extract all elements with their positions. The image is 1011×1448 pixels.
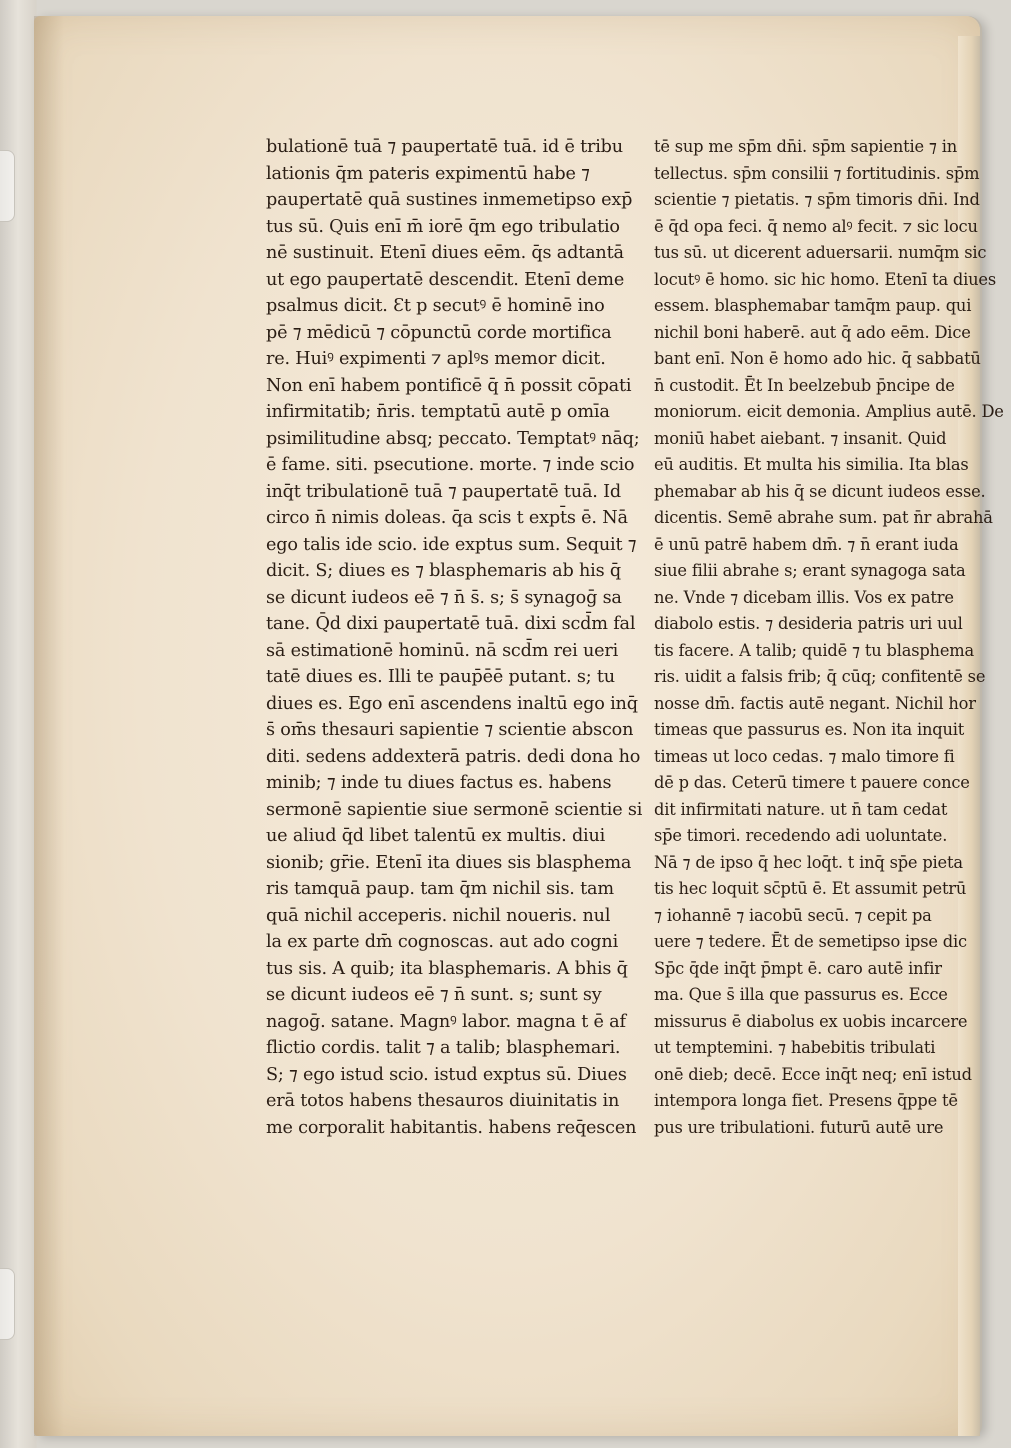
manuscript-line-text: eū auditis. Et multa his similia. Ita blas	[654, 455, 969, 474]
manuscript-line	[266, 267, 628, 294]
manuscript-line-text: ris tamquā paup. tam q̄m nichil sis. tam	[266, 878, 614, 899]
manuscript-line-text: tellectus. sp̄m consilii ⁊ fortitudinis. sp̄m	[654, 163, 980, 183]
manuscript-line-text: ego talis ide scio. ide exptus sum. Sequit ⁊	[266, 533, 637, 555]
manuscript-line-text: moniū habet aiebant. ⁊ insanit. Quid	[654, 428, 947, 448]
manuscript-line-text: nosse dm̄. factis autē negant. Nichil hor	[654, 693, 976, 713]
manuscript-line-text: ue aliud q̄d libet talentū ex multis. diui	[266, 825, 606, 846]
binding-tab-top	[0, 150, 15, 222]
manuscript-line	[266, 399, 628, 426]
manuscript-line-text: infirmitatib; n̄ris. temptatū autē p omīa	[266, 401, 610, 422]
manuscript-line	[654, 876, 966, 903]
manuscript-line-text: S; ⁊ ego istud scio. istud exptus sū. Diues	[266, 1063, 627, 1085]
manuscript-line-text: psalmus dicit. Ɛt p secutꝰ ē hominē ino	[266, 295, 605, 316]
manuscript-line-text: diti. sedens addexterā patris. dedi dona ho	[266, 745, 641, 767]
manuscript-line	[654, 1062, 972, 1089]
gutter-shadow	[34, 16, 64, 1436]
manuscript-line-text: ⁊ iohannē ⁊ iacobū secū. ⁊ cepit pa	[654, 905, 932, 925]
manuscript-line-text: ē q̄d opa feci. q̄ nemo alꝰ fecit. ⁊ sic locu	[654, 216, 978, 236]
manuscript-line	[266, 426, 640, 453]
manuscript-line	[266, 532, 637, 559]
manuscript-line	[654, 558, 966, 585]
manuscript-line-text: erā totos habens thesauros diuinitatis in	[266, 1090, 620, 1111]
manuscript-line-text: nē sustinuit. Etenī diues eēm. q̄s adtantā	[266, 242, 624, 263]
manuscript-line	[654, 797, 966, 824]
manuscript-line-text: tis hec loquit sc̄ptū ē. Et assumit petrū	[654, 879, 967, 898]
manuscript-line	[266, 664, 628, 691]
manuscript-line	[654, 346, 981, 373]
manuscript-line-text: la ex parte dm̄ cognoscas. aut ado cogni	[266, 931, 619, 952]
manuscript-line-text: ut ego paupertatē descendit. Etenī deme	[266, 268, 625, 290]
manuscript-line	[654, 664, 986, 691]
manuscript-line-text: dē p das. Ceterū timere t pauere conce	[654, 773, 970, 792]
manuscript-line	[266, 558, 628, 585]
manuscript-line	[654, 611, 966, 638]
manuscript-line	[266, 823, 628, 850]
text-column-right	[654, 134, 1004, 1141]
manuscript-line-text: ut temptemini. ⁊ habebitis tribulati	[654, 1038, 936, 1057]
manuscript-line-text: nagoḡ. satane. Magnꝰ labor. magna t ē af	[266, 1010, 626, 1032]
manuscript-line	[654, 134, 966, 161]
manuscript-line	[266, 1115, 637, 1142]
manuscript-line	[266, 717, 634, 744]
manuscript-line	[654, 770, 970, 797]
manuscript-line	[266, 956, 628, 983]
manuscript-line-text: inq̄t tribulationē tuā ⁊ paupertatē tuā. Id	[266, 480, 621, 502]
manuscript-line-text: missurus ē diabolus ex uobis incarcere	[654, 1011, 968, 1031]
manuscript-line-text: tatē diues es. Illi te paup̄ēē putant. s; tu	[266, 666, 615, 687]
manuscript-line	[266, 293, 628, 320]
manuscript-line	[266, 929, 628, 956]
manuscript-line	[654, 373, 966, 400]
manuscript-line-text: ne. Vnde ⁊ dicebam illis. Vos ex patre	[654, 587, 954, 607]
manuscript-line	[654, 638, 975, 665]
manuscript-line	[654, 426, 966, 453]
manuscript-line-text: tus sis. A quib; ita blasphemaris. A bhis q̄	[266, 957, 628, 979]
manuscript-line-text: minib; ⁊ inde tu diues factus es. habens	[266, 772, 612, 793]
manuscript-line	[654, 929, 966, 956]
manuscript-line-text: ē unū patrē habem dm̄. ⁊ n̄ erant iuda	[654, 534, 959, 554]
manuscript-line-text: locutꝰ ē homo. sic hic homo. Etenī ta diues	[654, 269, 997, 289]
manuscript-line-text: phemabar ab his q̄ se dicunt iudeos esse.	[654, 481, 986, 501]
manuscript-line	[654, 717, 966, 744]
manuscript-line-text: tē sup me sp̄m dn̄i. sp̄m sapientie ⁊ in	[654, 137, 958, 156]
manuscript-line	[654, 691, 976, 718]
manuscript-line	[266, 744, 641, 771]
manuscript-line	[266, 1009, 628, 1036]
manuscript-line	[266, 585, 628, 612]
manuscript-line-text: tus sū. Quis enī m̄ iorē q̄m ego tribulatio	[266, 215, 620, 237]
manuscript-line-text: essem. blasphemabar tamq̄m paup. qui	[654, 296, 972, 315]
manuscript-line-text: n̄ custodit. Ēt In beelzebub p̄ncipe de	[654, 375, 955, 395]
manuscript-line-text: onē dieb; decē. Ecce inq̄t neq; enī istud	[654, 1064, 972, 1084]
manuscript-line-text: Nā ⁊ de ipso q̄ hec loq̄t. t inq̄ sp̄e pieta	[654, 852, 963, 872]
manuscript-line	[654, 532, 966, 559]
manuscript-line	[266, 982, 628, 1009]
manuscript-line	[266, 797, 643, 824]
manuscript-line-text: timeas ut loco cedas. ⁊ malo timore fi	[654, 746, 955, 766]
manuscript-line	[654, 850, 966, 877]
manuscript-line	[654, 744, 966, 771]
manuscript-line-text: se dicunt iudeos eē ⁊ n̄ sunt. s; sunt sy	[266, 984, 602, 1005]
manuscript-line	[654, 1009, 966, 1036]
manuscript-line	[654, 452, 969, 479]
manuscript-line-text: tus sū. ut dicerent aduersarii. numq̄m sic	[654, 243, 987, 262]
manuscript-line	[654, 267, 997, 294]
manuscript-line	[266, 479, 628, 506]
manuscript-line	[654, 320, 971, 347]
manuscript-line-text: circo n̄ nimis doleas. q̄a scis t expt̄s ē. Nā	[266, 507, 628, 528]
manuscript-line	[266, 1062, 628, 1089]
manuscript-line	[266, 214, 628, 241]
binding-tab-bottom	[0, 1268, 15, 1340]
manuscript-line-text: quā nichil acceperis. nichil noueris. nul	[266, 904, 611, 926]
manuscript-line	[266, 161, 628, 188]
manuscript-line	[266, 373, 632, 400]
manuscript-line-text: nichil boni haberē. aut q̄ ado eēm. Dice	[654, 322, 971, 342]
manuscript-line-text: sionib; gr̄ie. Etenī ita diues sis blasphema	[266, 851, 632, 873]
manuscript-line	[654, 240, 987, 267]
manuscript-line-text: dicit. S; diues es ⁊ blasphemaris ab his q̄	[266, 560, 621, 581]
manuscript-line-text: psimilitudine absq; peccato. Temptatꝰ nāq;	[266, 427, 640, 449]
manuscript-line-text: lationis q̄m pateris expimentū habe ⁊	[266, 162, 590, 184]
manuscript-line	[654, 479, 986, 506]
manuscript-line	[654, 187, 980, 214]
manuscript-line-text: paupertatē quā sustines inmemetipso exp̄	[266, 189, 633, 210]
manuscript-line-text: siue filii abrahe s; erant synagoga sata	[654, 561, 966, 580]
manuscript-line	[654, 214, 978, 241]
manuscript-line	[654, 161, 980, 188]
manuscript-line	[266, 903, 628, 930]
manuscript-line	[266, 320, 628, 347]
manuscript-line-text: diues es. Ego enī ascendens inaltū ego inq̄	[266, 692, 638, 714]
manuscript-line	[654, 982, 966, 1009]
manuscript-line	[266, 876, 628, 903]
text-column-left	[266, 134, 643, 1141]
manuscript-line-text: pē ⁊ mēdicū ⁊ cōpunctū corde mortifica	[266, 321, 612, 343]
manuscript-line-text: diabolo estis. ⁊ desideria patris uri uul	[654, 614, 963, 633]
manuscript-line-text: me corporalit habitantis. habens req̄escen	[266, 1116, 637, 1138]
manuscript-line	[654, 505, 993, 532]
manuscript-line	[654, 293, 972, 320]
manuscript-line	[266, 240, 628, 267]
manuscript-line-text: sā estimationē hominū. nā scd̄m rei ueri	[266, 639, 619, 661]
manuscript-line-text: sermonē sapientie siue sermonē scientie si	[266, 798, 643, 820]
manuscript-line-text: dicentis. Semē abrahe sum. pat n̄r abrahā	[654, 508, 993, 527]
manuscript-line-text: dit infirmitati nature. ut n̄ tam cedat	[654, 799, 948, 819]
manuscript-line	[654, 823, 966, 850]
manuscript-line	[266, 346, 628, 373]
manuscript-line	[266, 770, 628, 797]
manuscript-line	[654, 399, 1004, 426]
manuscript-line-text: ma. Que s̄ illa que passurus es. Ecce	[654, 985, 948, 1004]
manuscript-line	[266, 611, 636, 638]
manuscript-line-text: Sp̄c q̄de inq̄t p̄mpt ē. caro autē infir	[654, 958, 942, 978]
manuscript-line-text: ē fame. siti. psecutione. morte. ⁊ inde scio	[266, 454, 635, 475]
manuscript-line-text: se dicunt iudeos eē ⁊ n̄ s̄. s; s̄ synagoḡ sa	[266, 586, 622, 608]
manuscript-line	[654, 1035, 966, 1062]
manuscript-line-text: s̄ om̄s thesauri sapientie ⁊ scientie abscon	[266, 719, 634, 740]
manuscript-line-text: scientie ⁊ pietatis. ⁊ sp̄m timoris dn̄i. Ind	[654, 190, 980, 209]
manuscript-line	[266, 850, 632, 877]
manuscript-line	[266, 187, 633, 214]
manuscript-line	[266, 505, 628, 532]
manuscript-line-text: timeas que passurus es. Non ita inquit	[654, 720, 965, 739]
manuscript-line	[266, 134, 628, 161]
manuscript-line-text: intempora longa fiet. Presens q̄ppe tē	[654, 1091, 958, 1110]
manuscript-line	[266, 638, 628, 665]
manuscript-line	[654, 903, 966, 930]
manuscript-line-text: ris. uidit a falsis frib; q̄ cūq; confitentē se	[654, 667, 986, 686]
manuscript-line-text: flictio cordis. talit ⁊ a talib; blasphemari.	[266, 1037, 621, 1058]
manuscript-line	[266, 691, 638, 718]
manuscript-line-text: pus ure tribulationi. futurū autē ure	[654, 1117, 944, 1137]
manuscript-line-text: bant enī. Non ē homo ado hic. q̄ sabbatū	[654, 349, 981, 368]
manuscript-line-text: tis facere. A talib; quidē ⁊ tu blasphema	[654, 640, 975, 660]
manuscript-line	[266, 1088, 628, 1115]
manuscript-line-text: tane. Q̄d dixi paupertatē tuā. dixi scd̄m fal	[266, 613, 636, 634]
manuscript-line	[266, 1035, 628, 1062]
manuscript-line-text: re. Huiꝰ expimenti ⁊ aplꝰs memor dicit.	[266, 348, 606, 369]
manuscript-line	[654, 956, 966, 983]
manuscript-line-text: sp̄e timori. recedendo adi uoluntate.	[654, 826, 948, 845]
manuscript-line	[654, 1115, 966, 1142]
manuscript-line-text: moniorum. eicit demonia. Amplius autē. De	[654, 402, 1004, 421]
manuscript-line	[654, 1088, 966, 1115]
manuscript-line	[266, 452, 635, 479]
manuscript-line	[654, 585, 966, 612]
manuscript-line-text: Non enī habem pontificē q̄ n̄ possit cōpati	[266, 374, 632, 396]
manuscript-line-text: bulationē tuā ⁊ paupertatē tuā. id ē tribu	[266, 136, 623, 157]
manuscript-line-text: uere ⁊ tedere. Ēt de semetipso ipse dic	[654, 932, 967, 951]
